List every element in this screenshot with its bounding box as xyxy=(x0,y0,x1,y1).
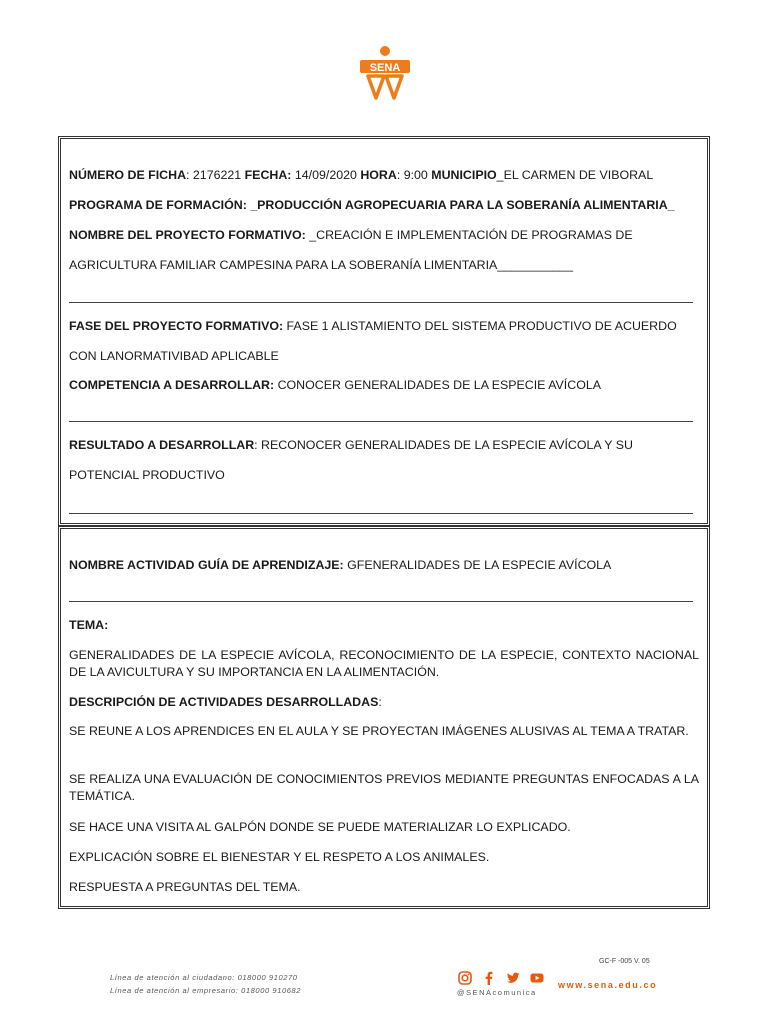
actividad-label: NOMBRE ACTIVIDAD GUÍA DE APRENDIZAJE: xyxy=(69,558,344,572)
competencia-label: COMPETENCIA A DESARROLLAR: xyxy=(69,378,275,392)
logo-text: SENA xyxy=(369,62,401,74)
fase-label: FASE DEL PROYECTO FORMATIVO: xyxy=(69,319,284,333)
fase-value: FASE 1 ALISTAMIENTO DEL SISTEMA PRODUCTIVO DE ACUERDO xyxy=(283,319,677,333)
activity-item: SE REUNE A LOS APRENDICES EN EL AULA Y SE PROYECTAN IMÁGENES ALUSIVAS AL TEMA A TRATAR. xyxy=(69,724,689,738)
activity-item: EXPLICACIÓN SOBRE EL BIENESTAR Y EL RESPETO A LOS ANIMALES. xyxy=(69,850,490,864)
project-info-box xyxy=(58,136,710,526)
programa-label: PROGRAMA DE FORMACIÓN: xyxy=(69,198,247,212)
resultado-label: RESULTADO A DESARROLLAR xyxy=(69,438,255,452)
tema-label xyxy=(69,618,108,632)
proyecto-value: _CREACIÓN E IMPLEMENTACIÓN DE PROGRAMAS DE xyxy=(305,228,633,242)
activity-item: SE REALIZA UNA EVALUACIÓN DE CONOCIMIENTOS PREVIOS MEDIANTE PREGUNTAS ENFOCADAS A LA TEMÁTICA. xyxy=(69,772,699,803)
descripcion-label: DESCRIPCIÓN DE ACTIVIDADES DESARROLLADAS xyxy=(69,695,379,709)
proyecto-line xyxy=(69,228,633,242)
divider xyxy=(69,421,693,422)
programa-line xyxy=(69,198,675,212)
descripcion-colon: : xyxy=(378,695,382,709)
municipio-value: _EL CARMEN DE VIBORAL xyxy=(496,168,654,182)
resultado-line xyxy=(69,438,633,452)
social-icons xyxy=(458,971,544,985)
facebook-icon[interactable] xyxy=(482,971,496,985)
form-code: GC-F -005 V. 05 xyxy=(599,958,650,965)
ficha-line xyxy=(69,168,653,182)
actividad-value: GFENERALIDADES DE LA ESPECIE AVÍCOLA xyxy=(343,558,612,572)
proyecto-line-2: AGRICULTURA FAMILIAR CAMPESINA PARA LA SOBERANÍA LIMENTARIA___________ xyxy=(69,258,574,272)
instagram-icon[interactable] xyxy=(458,971,472,985)
twitter-icon[interactable] xyxy=(506,971,520,985)
fase-line-2: CON LANORMATIVIBAD APLICABLE xyxy=(69,349,279,363)
actividad-line xyxy=(69,558,611,572)
divider xyxy=(69,513,693,514)
competencia-value: CONOCER GENERALIDADES DE LA ESPECIE AVÍCOLA xyxy=(274,378,601,392)
tema-text: GENERALIDADES DE LA ESPECIE AVÍCOLA, RECONOCIMIENTO DE LA ESPECIE, CONTEXTO NACIONAL DE LA AVICULTURA Y SU IMPORTANCIA EN LA ALIMENTACIÓN. xyxy=(69,648,699,679)
resultado-value: : RECONOCER GENERALIDADES DE LA ESPECIE AVÍCOLA Y SU xyxy=(254,438,633,452)
activity-box xyxy=(58,526,710,909)
activity-item: SE HACE UNA VISITA AL GALPÓN DONDE SE PUEDE MATERIALIZAR LO EXPLICADO. xyxy=(69,820,571,834)
contact-line-empresario: Línea de atención al empresario: 018000 910682 xyxy=(110,986,302,995)
proyecto-label: NOMBRE DEL PROYECTO FORMATIVO: xyxy=(69,228,306,242)
resultado-line-2: POTENCIAL PRODUCTIVO xyxy=(69,468,225,482)
divider xyxy=(69,302,693,303)
divider xyxy=(69,601,693,602)
competencia-line xyxy=(69,378,601,392)
municipio-label: MUNICIPIO xyxy=(431,168,497,182)
hora-value: : 9:00 xyxy=(396,168,432,182)
ficha-label: NÚMERO DE FICHA xyxy=(69,168,187,182)
contact-line-ciudadano: Línea de atención al ciudadano: 018000 910270 xyxy=(110,973,298,982)
ficha-value: : 2176221 xyxy=(186,168,245,182)
youtube-icon[interactable] xyxy=(530,971,544,985)
sena-logo xyxy=(358,46,412,102)
descripcion-line xyxy=(69,695,382,709)
tema-label-text: TEMA: xyxy=(69,618,109,632)
website-link[interactable]: www.sena.edu.co xyxy=(558,980,658,990)
fecha-value: 14/09/2020 xyxy=(291,168,361,182)
programa-value: _PRODUCCIÓN AGROPECUARIA PARA LA SOBERANÍA ALIMENTARIA_ xyxy=(246,198,675,212)
fase-line xyxy=(69,319,677,333)
activity-item: RESPUESTA A PREGUNTAS DEL TEMA. xyxy=(69,880,301,894)
social-handle: @SENAcomunica xyxy=(457,988,537,997)
fecha-label: FECHA: xyxy=(244,168,292,182)
hora-label: HORA xyxy=(360,168,397,182)
